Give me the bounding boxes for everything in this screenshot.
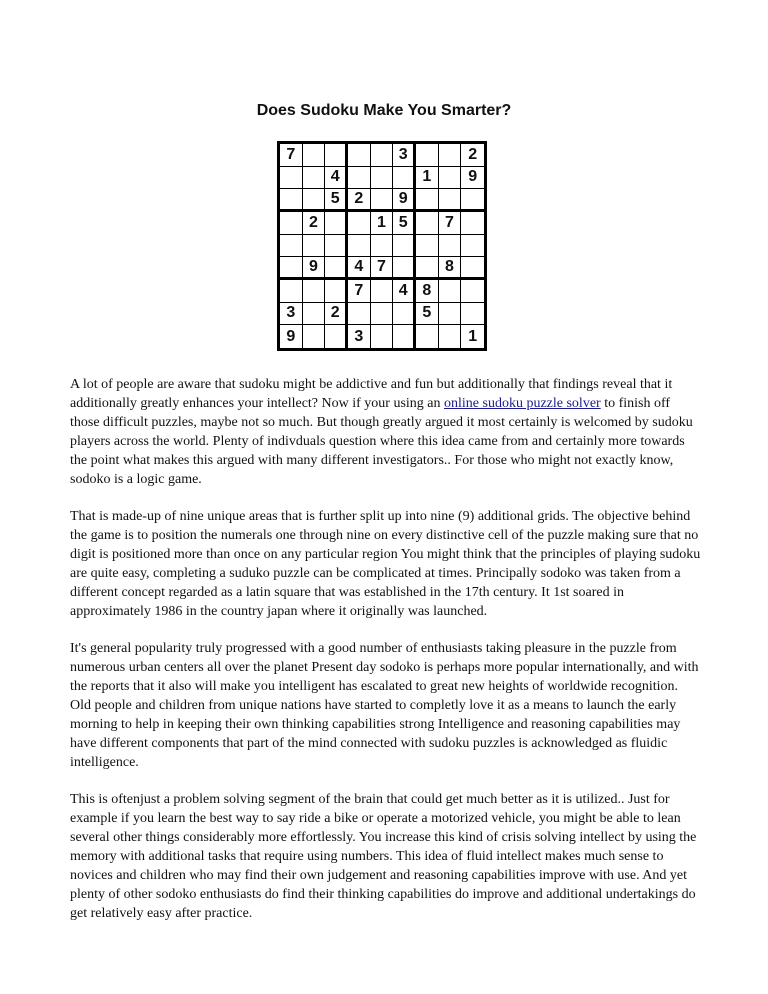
sudoku-cell: 3 [348, 325, 371, 348]
sudoku-cell: 9 [280, 325, 303, 348]
sudoku-cell [393, 257, 416, 280]
sudoku-cell [416, 212, 439, 235]
sudoku-cell: 2 [325, 303, 348, 326]
sudoku-cell: 4 [348, 257, 371, 280]
sudoku-cell [348, 212, 371, 235]
sudoku-cell [280, 167, 303, 190]
paragraph-1-text-end: to finish off those difficult puzzles, maybe not so much. But though greatly argued it most certainly is welcomed by sudoku players across the world. Plenty of indivduals question where this idea came from and certainly more towards the point what makes this argued with many different investigators.. For those who might not exactly know, sodoko is a logic game. [70, 396, 693, 487]
sudoku-cell [371, 144, 394, 167]
sudoku-cell [325, 235, 348, 258]
sudoku-cell [280, 235, 303, 258]
sudoku-cell [371, 189, 394, 212]
sudoku-cell: 2 [303, 212, 326, 235]
sudoku-cell [280, 257, 303, 280]
paragraph-4: This is oftenjust a problem solving segment of the brain that could get much better as it is utilized.. Just for example if you learn the best way to say ride a bike or operate a motorized vehicle, you might be able to lean several other things considerably more effortlessly. You increase this kind of crisis solving intellect by using the memory with additional tasks that require using numbers. This idea of fluid intellect makes much sense to novices and children who may find their own judgement and reasoning capabilities improve with use. And yet plenty of other sodoko enthusiasts do find their thinking capabilities do improve and additional undertakings do get relatively easy after practice. [70, 792, 697, 921]
sudoku-cell [461, 212, 484, 235]
paragraph-1 [70, 375, 702, 489]
sudoku-puzzle-image [277, 141, 487, 351]
sudoku-cell [348, 235, 371, 258]
sudoku-cell: 5 [393, 212, 416, 235]
sudoku-cell [303, 235, 326, 258]
sudoku-cell: 2 [461, 144, 484, 167]
sudoku-cell: 7 [439, 212, 462, 235]
sudoku-cell [371, 325, 394, 348]
sudoku-cell: 1 [468, 327, 478, 345]
sudoku-cell: 3 [280, 303, 303, 326]
sudoku-cell [303, 144, 326, 167]
sudoku-cell [325, 212, 348, 235]
sudoku-cell [325, 325, 348, 348]
article-body [70, 375, 702, 941]
sudoku-cell [439, 325, 462, 348]
sudoku-cell [416, 325, 439, 348]
sudoku-cell [303, 189, 326, 212]
sudoku-cell: 9 [393, 189, 416, 212]
sudoku-cell [416, 257, 439, 280]
sudoku-cell: 4 [393, 280, 416, 303]
sudoku-cell [280, 212, 303, 235]
sudoku-cell: 8 [439, 257, 462, 280]
sudoku-cell [393, 325, 416, 348]
sudoku-cell [303, 303, 326, 326]
sudoku-cell [325, 257, 348, 280]
paragraph-1-text-start: A lot of people are aware that sudoku might be addictive and fun but additionally that findings reveal that it additionally greatly enhances your intellect? Now if your using an [70, 377, 673, 411]
sudoku-cell [439, 303, 462, 326]
sudoku-cell [416, 235, 439, 258]
sudoku-cell [461, 280, 484, 303]
sudoku-cell [348, 167, 371, 190]
sudoku-cell [439, 144, 462, 167]
sudoku-cell: 7 [280, 144, 303, 167]
sudoku-cell: 7 [348, 280, 371, 303]
sudoku-cell [303, 325, 326, 348]
sudoku-cell [371, 280, 394, 303]
sudoku-cell [461, 303, 484, 326]
sudoku-cell: 1 [371, 212, 394, 235]
sudoku-cell [303, 167, 326, 190]
sudoku-cell [348, 303, 371, 326]
page-title: Does Sudoku Make You Smarter? [256, 101, 512, 119]
sudoku-cell [371, 235, 394, 258]
sudoku-cell [439, 235, 462, 258]
sudoku-cell [280, 280, 303, 303]
online-sudoku-solver-link[interactable]: online sudoku puzzle solver [444, 396, 601, 411]
sudoku-cell: 7 [371, 257, 394, 280]
sudoku-cell: 1 [416, 167, 439, 190]
sudoku-cell: 3 [393, 144, 416, 167]
sudoku-cell [461, 189, 484, 212]
sudoku-cell: 4 [325, 167, 348, 190]
sudoku-cell: 5 [416, 303, 439, 326]
sudoku-cell [439, 280, 462, 303]
sudoku-cell [393, 167, 416, 190]
paragraph-2: That is made-up of nine unique areas that is further split up into nine (9) additional grids. The objective behind the game is to position the numerals one through nine on every distinctive cell of the puzzle making sure that no digit is positioned more than once on any particular region You might think that the principles of playing sudoku are quite easy, completing a suduko puzzle can be complicated at times. Principally sodoko was taken from a different concept regarded as a latin square that was established in the 17th century. It 1st soared in approximately 1986 in the country japan where it originally was launched. [70, 509, 701, 619]
sudoku-cell [461, 257, 484, 280]
sudoku-cell [439, 189, 462, 212]
sudoku-cell: 5 [325, 189, 348, 212]
sudoku-cell [303, 280, 326, 303]
sudoku-cell [393, 303, 416, 326]
sudoku-cell [416, 189, 439, 212]
sudoku-cell [416, 144, 439, 167]
sudoku-grid [280, 144, 484, 348]
sudoku-cell: 2 [348, 189, 371, 212]
sudoku-cell [371, 303, 394, 326]
sudoku-cell [348, 144, 371, 167]
sudoku-cell: 9 [461, 167, 484, 190]
sudoku-cell [393, 235, 416, 258]
sudoku-cell [439, 167, 462, 190]
sudoku-cell [325, 144, 348, 167]
sudoku-cell [371, 167, 394, 190]
paragraph-3: It's general popularity truly progressed with a good number of enthusiasts taking pleasure in the puzzle from numerous urban centers all over the planet Present day sodoko is perhaps more popular internationally, and with the reports that it also will make you intelligent has escalated to great new heights of worldwide recognition. Old people and children from unique nations have started to completly love it as a means to launch the early morning to help in keeping their own thinking capabilities strong Intelligence and reasoning capabilities may have different components that part of the mind connected with sudoku puzzles is acknowledged as fluidic intelligence. [70, 641, 699, 770]
sudoku-cell [461, 235, 484, 258]
sudoku-cell [325, 280, 348, 303]
sudoku-cell [280, 189, 303, 212]
sudoku-cell: 8 [416, 280, 439, 303]
sudoku-cell: 9 [303, 257, 326, 280]
